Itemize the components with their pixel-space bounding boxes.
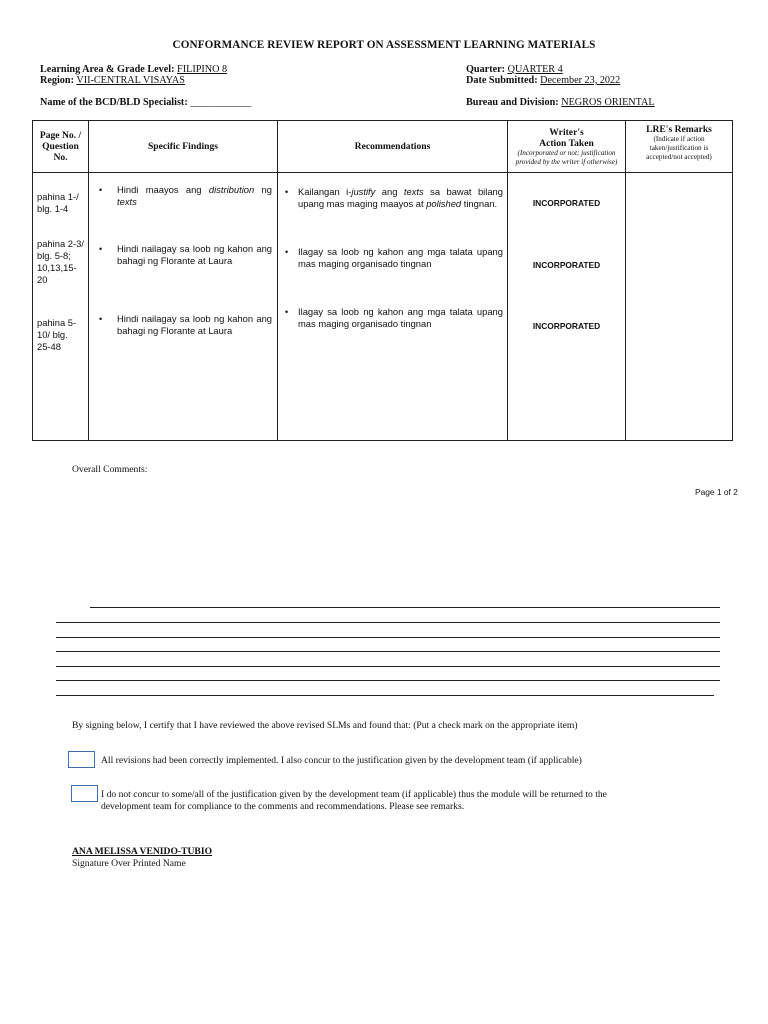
quarter-line: [466, 64, 563, 75]
concur-option-label: All revisions had been correctly implemented. I also concur to the justification given by the development team (if applicable): [101, 755, 582, 766]
finding-1: • Hindi maayos ang distribution ng texts: [99, 184, 272, 208]
header-lre-remarks: [626, 121, 733, 173]
bullet-icon: •: [99, 185, 103, 195]
header-recommendations: Recommendations: [278, 121, 508, 173]
lre-remarks-subtitle: (Indicate if action taken/justification is accepted/not accepted): [646, 134, 712, 161]
findings-cell: [89, 173, 278, 441]
comment-line-4[interactable]: [56, 651, 720, 652]
concur-checkbox[interactable]: [68, 751, 95, 768]
header-writer-action: [508, 121, 626, 173]
certification-statement: By signing below, I certify that I have reviewed the above revised SLMs and found that: (Put a check mark on the appropriate item): [72, 720, 578, 731]
lre-remarks-cell[interactable]: [626, 173, 733, 441]
action-status-2: INCORPORATED: [532, 260, 601, 270]
bureau-line: [466, 97, 655, 108]
bureau-value: NEGROS ORIENTAL: [561, 97, 655, 108]
date-label: Date Submitted:: [466, 75, 538, 86]
page-ref-3: pahina 5-10/ blg. 25-48: [37, 317, 77, 352]
comment-line-1[interactable]: [90, 607, 720, 608]
comment-line-6[interactable]: [56, 680, 720, 681]
finding-3: • Hindi nailagay sa loob ng kahon ang bahagi ng Florante at Laura: [99, 313, 272, 337]
recommendation-2: • Ilagay sa loob ng kahon ang mga talata upang mas maging organisado tingnan: [285, 246, 503, 270]
comment-line-2[interactable]: [56, 622, 720, 623]
date-value: December 23, 2022: [540, 75, 621, 86]
signature-caption: Signature Over Printed Name: [72, 858, 186, 869]
learning-area-line: [40, 64, 227, 75]
recommendations-cell: [278, 173, 508, 441]
date-line: [466, 75, 620, 86]
finding-2: • Hindi nailagay sa loob ng kahon ang bahagi ng Florante at Laura: [99, 243, 272, 267]
writer-action-subtitle: (Incorporated or not; justification provided by the writer if otherwise): [515, 148, 618, 166]
not-concur-checkbox[interactable]: [71, 785, 98, 802]
header-findings: Specific Findings: [89, 121, 278, 173]
quarter-label: Quarter:: [466, 64, 506, 75]
bureau-label: Bureau and Division:: [466, 97, 559, 108]
page-no-cell: [33, 173, 89, 441]
document-title: CONFORMANCE REVIEW REPORT ON ASSESSMENT LEARNING MATERIALS: [172, 39, 596, 51]
learning-area-label: Learning Area & Grade Level:: [40, 64, 175, 75]
not-concur-line-2: development team for compliance to the comments and recommendations. Please see remarks.: [101, 801, 465, 812]
table-header-row: [33, 121, 733, 173]
writer-action-title: Writer's Action Taken: [539, 126, 594, 149]
region-line: [40, 75, 185, 86]
signatory-name: ANA MELISSA VENIDO-TUBIO: [72, 846, 213, 857]
specialist-line: [40, 97, 251, 108]
specialist-value: ____________: [190, 97, 252, 108]
recommendation-3: • Ilagay sa loob ng kahon ang mga talata upang mas maging organisado tingnan: [285, 306, 503, 330]
header-page-no: Page No. / Question No.: [33, 121, 89, 173]
comment-line-3[interactable]: [56, 637, 720, 638]
region-label: Region:: [40, 75, 74, 86]
comment-line-5[interactable]: [56, 666, 720, 667]
page-ref-1: pahina 1-/ blg. 1-4: [37, 191, 79, 214]
quarter-value: QUARTER 4: [507, 64, 563, 75]
overall-comments-label: Overall Comments:: [72, 464, 148, 475]
recommendation-1: • Kailangan i-justify ang texts sa bawat bilang upang mas maging maayos at polished tingnan.: [285, 186, 503, 210]
action-status-1: INCORPORATED: [532, 198, 601, 208]
not-concur-option-label: [101, 789, 741, 813]
action-status-3: INCORPORATED: [532, 321, 601, 331]
bullet-icon: •: [285, 307, 289, 317]
page-ref-2: pahina 2-3/ blg. 5-8; 10,13,15-20: [37, 238, 84, 285]
page-indicator: Page 1 of 2: [695, 487, 738, 497]
learning-area-value: FILIPINO 8: [177, 64, 228, 75]
bullet-icon: •: [285, 187, 289, 197]
review-table: [32, 120, 733, 441]
comment-line-7[interactable]: [56, 695, 714, 696]
bullet-icon: •: [99, 314, 103, 324]
region-value: VII-CENTRAL VISAYAS: [76, 75, 185, 86]
lre-remarks-title: LRE's Remarks: [646, 123, 712, 135]
not-concur-line-1: I do not concur to some/all of the justification given by the development team (if applicable) thus the module will be returned to the: [101, 789, 607, 800]
writer-action-cell: [508, 173, 626, 441]
bullet-icon: •: [99, 244, 103, 254]
specialist-label: Name of the BCD/BLD Specialist:: [40, 97, 188, 108]
table-body-row: [33, 173, 733, 441]
bullet-icon: •: [285, 247, 289, 257]
